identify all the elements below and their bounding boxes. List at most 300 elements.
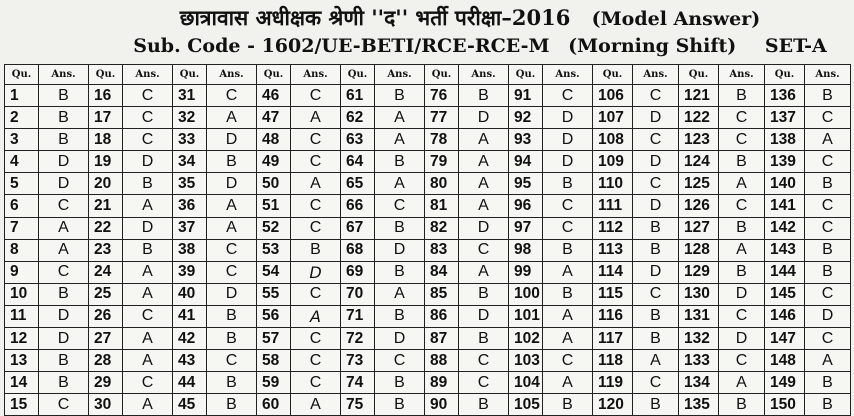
question-number: 106 [593,85,633,107]
page-title [120,4,820,32]
answer-cell: B [719,261,765,283]
qu-header: Qu. [509,65,543,85]
question-number: 101 [509,305,543,327]
question-number: 9 [5,261,39,283]
answer-cell: B [375,85,425,107]
answer-cell: B [719,85,765,107]
answer-cell: B [123,239,173,261]
question-number: 85 [425,283,459,305]
question-number: 150 [765,394,805,416]
answer-cell: B [207,151,257,173]
answer-cell: B [633,217,679,239]
question-number: 19 [89,151,123,173]
question-number: 76 [425,85,459,107]
answer-cell: B [805,239,851,261]
question-number: 65 [341,173,375,195]
answer-cell: D [39,173,89,195]
question-number: 130 [679,283,719,305]
answer-cell: B [375,372,425,394]
question-number: 132 [679,328,719,350]
answer-cell: B [123,173,173,195]
question-number: 75 [341,394,375,416]
answer-cell: D [459,305,509,327]
answer-cell: A [123,394,173,416]
answer-cell: A [719,372,765,394]
question-number: 139 [765,151,805,173]
answer-cell: C [291,129,341,151]
answer-cell: B [633,239,679,261]
question-number: 149 [765,372,805,394]
answer-cell: C [805,151,851,173]
question-number: 81 [425,195,459,217]
answer-cell: C [633,283,679,305]
question-number: 61 [341,85,375,107]
answer-cell: B [805,372,851,394]
answer-cell: B [459,328,509,350]
qu-header: Qu. [5,65,39,85]
question-number: 17 [89,107,123,129]
table-row [5,283,851,305]
answer-cell: D [375,239,425,261]
question-number: 70 [341,283,375,305]
answer-cell: C [805,195,851,217]
question-number: 121 [679,85,719,107]
question-number: 92 [509,107,543,129]
answer-cell: D [375,328,425,350]
answer-cell: A [207,217,257,239]
question-number: 128 [679,239,719,261]
answer-cell: C [291,85,341,107]
answer-cell: C [291,350,341,372]
question-number: 109 [593,151,633,173]
answer-cell: A [207,107,257,129]
question-number: 131 [679,305,719,327]
question-number: 32 [173,107,207,129]
answer-cell: D [543,107,593,129]
answer-cell: A [459,129,509,151]
answer-cell: B [39,129,89,151]
table-row [5,239,851,261]
answer-cell: A [375,283,425,305]
answer-cell: C [633,372,679,394]
answer-cell: A [719,173,765,195]
ans-header: Ans. [207,65,257,85]
ans-header: Ans. [459,65,509,85]
question-number: 30 [89,394,123,416]
answer-cell: D [543,129,593,151]
answer-cell: A [39,217,89,239]
question-number: 53 [257,239,291,261]
table-row [5,350,851,372]
answer-cell: A [805,350,851,372]
question-number: 124 [679,151,719,173]
answer-cell: C [805,328,851,350]
question-number: 8 [5,239,39,261]
answer-cell: C [543,85,593,107]
answer-cell: A [39,239,89,261]
question-number: 22 [89,217,123,239]
answer-cell: C [291,328,341,350]
question-number: 141 [765,195,805,217]
answer-cell: A [123,328,173,350]
question-number: 3 [5,129,39,151]
question-number: 84 [425,261,459,283]
qu-header: Qu. [341,65,375,85]
question-number: 146 [765,305,805,327]
answer-cell: A [291,107,341,129]
question-number: 21 [89,195,123,217]
question-number: 77 [425,107,459,129]
answer-cell: B [39,85,89,107]
answer-cell: D [633,151,679,173]
answer-cell: C [39,261,89,283]
ans-header: Ans. [291,65,341,85]
answer-cell: A [543,305,593,327]
question-number: 37 [173,217,207,239]
answer-cell: A [123,350,173,372]
question-number: 23 [89,239,123,261]
question-number: 83 [425,239,459,261]
question-number: 91 [509,85,543,107]
question-number: 113 [593,239,633,261]
question-number: 60 [257,394,291,416]
answer-cell: C [719,129,765,151]
question-number: 15 [5,394,39,416]
answer-cell: B [543,283,593,305]
ans-header: Ans. [805,65,851,85]
answer-cell: A [291,394,341,416]
answer-cell: C [39,394,89,416]
question-number: 125 [679,173,719,195]
answer-cell: C [375,195,425,217]
answer-cell: B [543,173,593,195]
question-number: 12 [5,328,39,350]
question-number: 66 [341,195,375,217]
table-row [5,261,851,283]
question-number: 97 [509,217,543,239]
answer-cell: B [805,85,851,107]
answer-cell: C [291,372,341,394]
question-number: 122 [679,107,719,129]
question-number: 117 [593,328,633,350]
answer-cell: C [805,217,851,239]
answer-cell: C [291,283,341,305]
question-number: 31 [173,85,207,107]
title-hindi: छात्रावास अधीक्षक श्रेणी ''द'' भर्ती परीक्षा–2016 [179,5,571,30]
answer-cell: B [459,394,509,416]
question-number: 144 [765,261,805,283]
answer-cell: D [39,305,89,327]
question-number: 148 [765,350,805,372]
answer-cell: A [207,195,257,217]
answer-cell: D [39,328,89,350]
answer-cell: D [543,151,593,173]
question-number: 4 [5,151,39,173]
question-number: 90 [425,394,459,416]
answer-cell: D [207,173,257,195]
answer-cell: A [375,129,425,151]
question-number: 44 [173,372,207,394]
question-number: 67 [341,217,375,239]
question-number: 42 [173,328,207,350]
table-header-row [5,65,851,85]
question-number: 59 [257,372,291,394]
qu-header: Qu. [173,65,207,85]
question-number: 136 [765,85,805,107]
question-number: 5 [5,173,39,195]
question-number: 137 [765,107,805,129]
answer-cell: A [543,328,593,350]
question-number: 71 [341,305,375,327]
question-number: 56 [257,305,291,327]
question-number: 86 [425,305,459,327]
question-number: 115 [593,283,633,305]
question-number: 27 [89,328,123,350]
question-number: 38 [173,239,207,261]
question-number: 69 [341,261,375,283]
question-number: 62 [341,107,375,129]
answer-cell: B [719,151,765,173]
question-number: 50 [257,173,291,195]
answer-cell: D [207,283,257,305]
question-number: 51 [257,195,291,217]
answer-cell: B [719,217,765,239]
answer-cell: B [207,394,257,416]
question-number: 114 [593,261,633,283]
answer-cell: B [207,372,257,394]
question-number: 29 [89,372,123,394]
answer-cell: A [291,305,341,327]
question-number: 46 [257,85,291,107]
question-number: 89 [425,372,459,394]
question-number: 45 [173,394,207,416]
answer-cell: C [207,85,257,107]
question-number: 82 [425,217,459,239]
question-number: 10 [5,283,39,305]
answer-cell: C [123,85,173,107]
question-number: 28 [89,350,123,372]
answer-cell: C [805,283,851,305]
question-number: 24 [89,261,123,283]
ans-header: Ans. [633,65,679,85]
answer-cell: B [291,239,341,261]
question-number: 47 [257,107,291,129]
answer-cell: B [39,107,89,129]
question-number: 112 [593,217,633,239]
answer-cell: D [633,195,679,217]
ans-header: Ans. [123,65,173,85]
question-number: 18 [89,129,123,151]
answer-cell: C [459,372,509,394]
question-number: 103 [509,350,543,372]
question-number: 145 [765,283,805,305]
answer-cell: A [459,195,509,217]
question-number: 147 [765,328,805,350]
question-number: 94 [509,151,543,173]
question-number: 25 [89,283,123,305]
answer-cell: D [207,129,257,151]
table-row [5,328,851,350]
answer-cell: D [123,217,173,239]
question-number: 93 [509,129,543,151]
answer-cell: B [719,394,765,416]
question-number: 127 [679,217,719,239]
question-number: 55 [257,283,291,305]
question-number: 72 [341,328,375,350]
answer-cell: D [633,261,679,283]
answer-cell: C [291,151,341,173]
qu-header: Qu. [765,65,805,85]
question-number: 119 [593,372,633,394]
qu-header: Qu. [425,65,459,85]
answer-cell: B [375,217,425,239]
table-row [5,85,851,107]
question-number: 57 [257,328,291,350]
answer-cell: C [633,129,679,151]
answer-cell: A [123,261,173,283]
answer-cell: B [207,328,257,350]
answer-cell: B [207,305,257,327]
answer-cell: A [375,107,425,129]
question-number: 6 [5,195,39,217]
question-number: 74 [341,372,375,394]
answer-cell: A [123,283,173,305]
question-number: 105 [509,394,543,416]
question-number: 16 [89,85,123,107]
table-body [5,85,851,416]
answer-cell: C [633,173,679,195]
question-number: 118 [593,350,633,372]
question-number: 99 [509,261,543,283]
answer-cell: A [633,350,679,372]
answer-cell: C [719,305,765,327]
answer-cell: C [459,350,509,372]
answer-cell: D [459,107,509,129]
table-row [5,305,851,327]
answer-cell: A [543,261,593,283]
answer-table [4,64,851,416]
answer-cell: C [123,107,173,129]
question-number: 20 [89,173,123,195]
question-number: 48 [257,129,291,151]
question-number: 26 [89,305,123,327]
question-number: 110 [593,173,633,195]
answer-cell: A [719,239,765,261]
question-number: 43 [173,350,207,372]
question-number: 142 [765,217,805,239]
answer-cell: B [39,350,89,372]
answer-cell: D [291,261,341,283]
answer-cell: C [207,239,257,261]
question-number: 95 [509,173,543,195]
question-number: 39 [173,261,207,283]
question-number: 11 [5,305,39,327]
ans-header: Ans. [719,65,765,85]
qu-header: Qu. [679,65,719,85]
answer-cell: C [375,350,425,372]
question-number: 14 [5,372,39,394]
question-number: 135 [679,394,719,416]
question-number: 35 [173,173,207,195]
answer-cell: C [543,350,593,372]
question-number: 98 [509,239,543,261]
question-number: 54 [257,261,291,283]
question-number: 87 [425,328,459,350]
answer-cell: C [207,261,257,283]
answer-cell: C [459,239,509,261]
table-row [5,394,851,416]
question-number: 52 [257,217,291,239]
answer-cell: C [123,129,173,151]
answer-cell: D [633,107,679,129]
table-row [5,129,851,151]
answer-cell: A [123,195,173,217]
question-number: 33 [173,129,207,151]
answer-cell: B [375,261,425,283]
table-row [5,195,851,217]
answer-cell: B [375,305,425,327]
answer-cell: C [291,195,341,217]
answer-cell: A [805,129,851,151]
answer-cell: C [543,195,593,217]
answer-cell: B [633,328,679,350]
answer-cell: B [459,85,509,107]
answer-cell: B [633,305,679,327]
question-number: 13 [5,350,39,372]
answer-cell: C [719,350,765,372]
answer-cell: A [291,173,341,195]
question-number: 143 [765,239,805,261]
answer-cell: B [633,394,679,416]
answer-cell: B [375,151,425,173]
question-number: 123 [679,129,719,151]
question-number: 7 [5,217,39,239]
question-number: 120 [593,394,633,416]
answer-cell: B [805,173,851,195]
answer-cell: A [375,173,425,195]
question-number: 104 [509,372,543,394]
question-number: 126 [679,195,719,217]
table-row [5,173,851,195]
question-number: 63 [341,129,375,151]
ans-header: Ans. [543,65,593,85]
answer-cell: B [39,283,89,305]
question-number: 73 [341,350,375,372]
question-number: 134 [679,372,719,394]
question-number: 79 [425,151,459,173]
question-number: 108 [593,129,633,151]
question-number: 41 [173,305,207,327]
answer-cell: D [805,305,851,327]
answer-cell: C [633,85,679,107]
set-label: SET-A [764,35,827,57]
table-row [5,151,851,173]
answer-cell: D [459,217,509,239]
answer-cell: C [123,372,173,394]
question-number: 96 [509,195,543,217]
question-number: 2 [5,107,39,129]
question-number: 129 [679,261,719,283]
table-row [5,107,851,129]
answer-cell: C [805,107,851,129]
model-answer-label: (Model Answer) [591,8,761,30]
answer-cell: C [123,305,173,327]
question-number: 36 [173,195,207,217]
answer-cell: C [39,195,89,217]
answer-cell: C [207,350,257,372]
table-row [5,372,851,394]
answer-cell: A [459,151,509,173]
